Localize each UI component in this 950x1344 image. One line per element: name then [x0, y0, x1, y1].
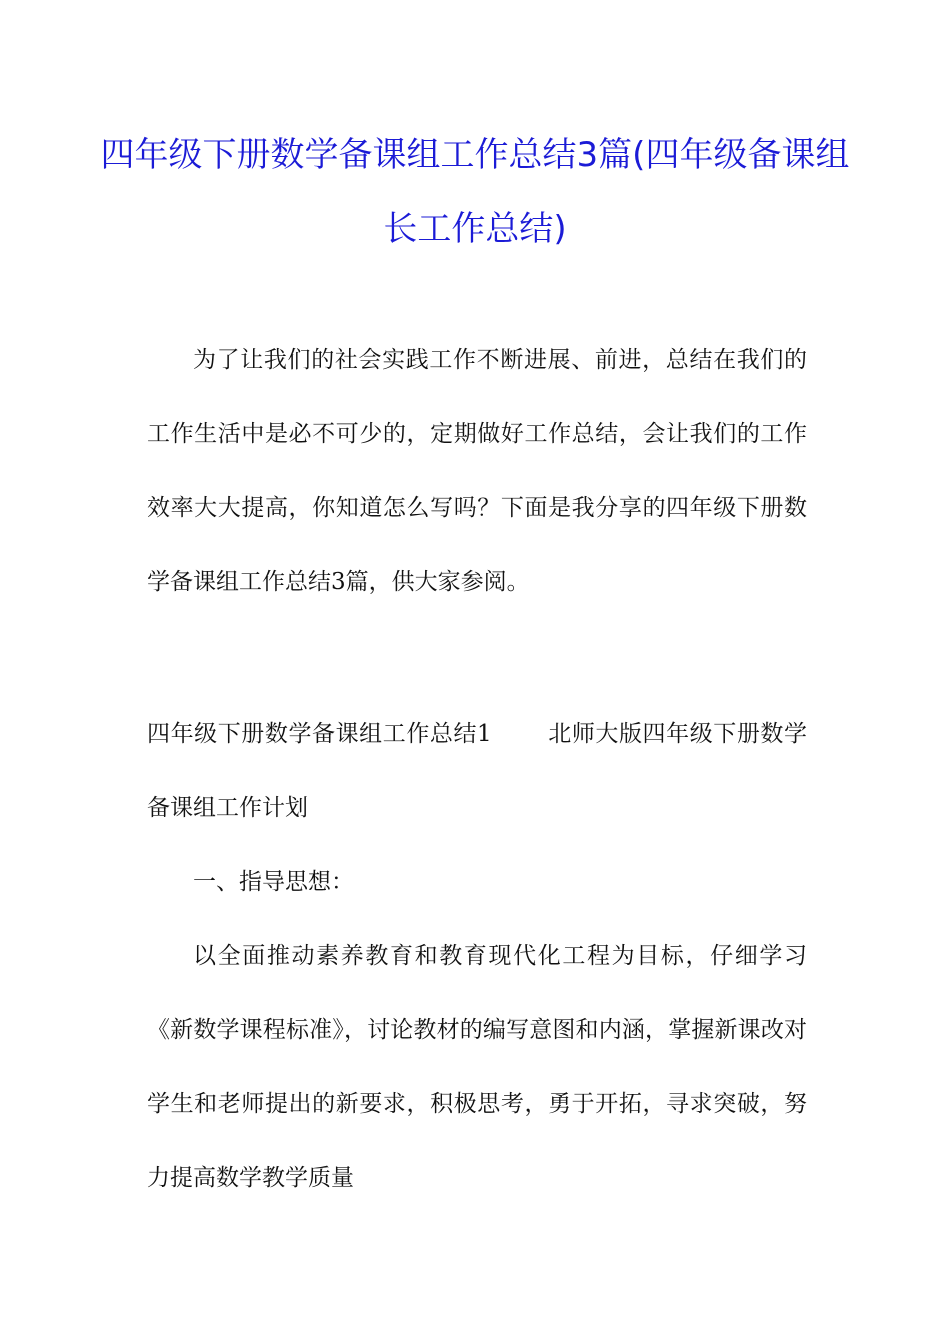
sub-heading: 一、指导思想：: [193, 869, 354, 895]
intro-paragraph: 为了让我们的社会实践工作不断进展、前进，总结在我们的工作生活中是必不可少的，定期做好工作总结，会让我们的工作效率大大提高，你知道怎么写吗？下面是我分享的四年级下册数学备课组工作总结3篇，供大家参阅。: [147, 347, 807, 595]
document-title: 四年级下册数学备课组工作总结3篇(四年级备课组长工作总结): [100, 135, 850, 249]
guiding-paragraph: 以全面推动素养教育和教育现代化工程为目标，仔细学习《新数学课程标准》，讨论教材的编写意图和内涵，掌握新课改对学生和老师提出的新要求，积极思考，勇于开拓，寻求突破，努力提高数学教学质量: [147, 943, 807, 1191]
section-heading-subtitle: 北师大版四年级下册数学备课组工作计划: [147, 721, 808, 821]
section-heading-title: 四年级下册数学备课组工作总结1: [147, 721, 492, 747]
section-heading: [147, 697, 807, 845]
